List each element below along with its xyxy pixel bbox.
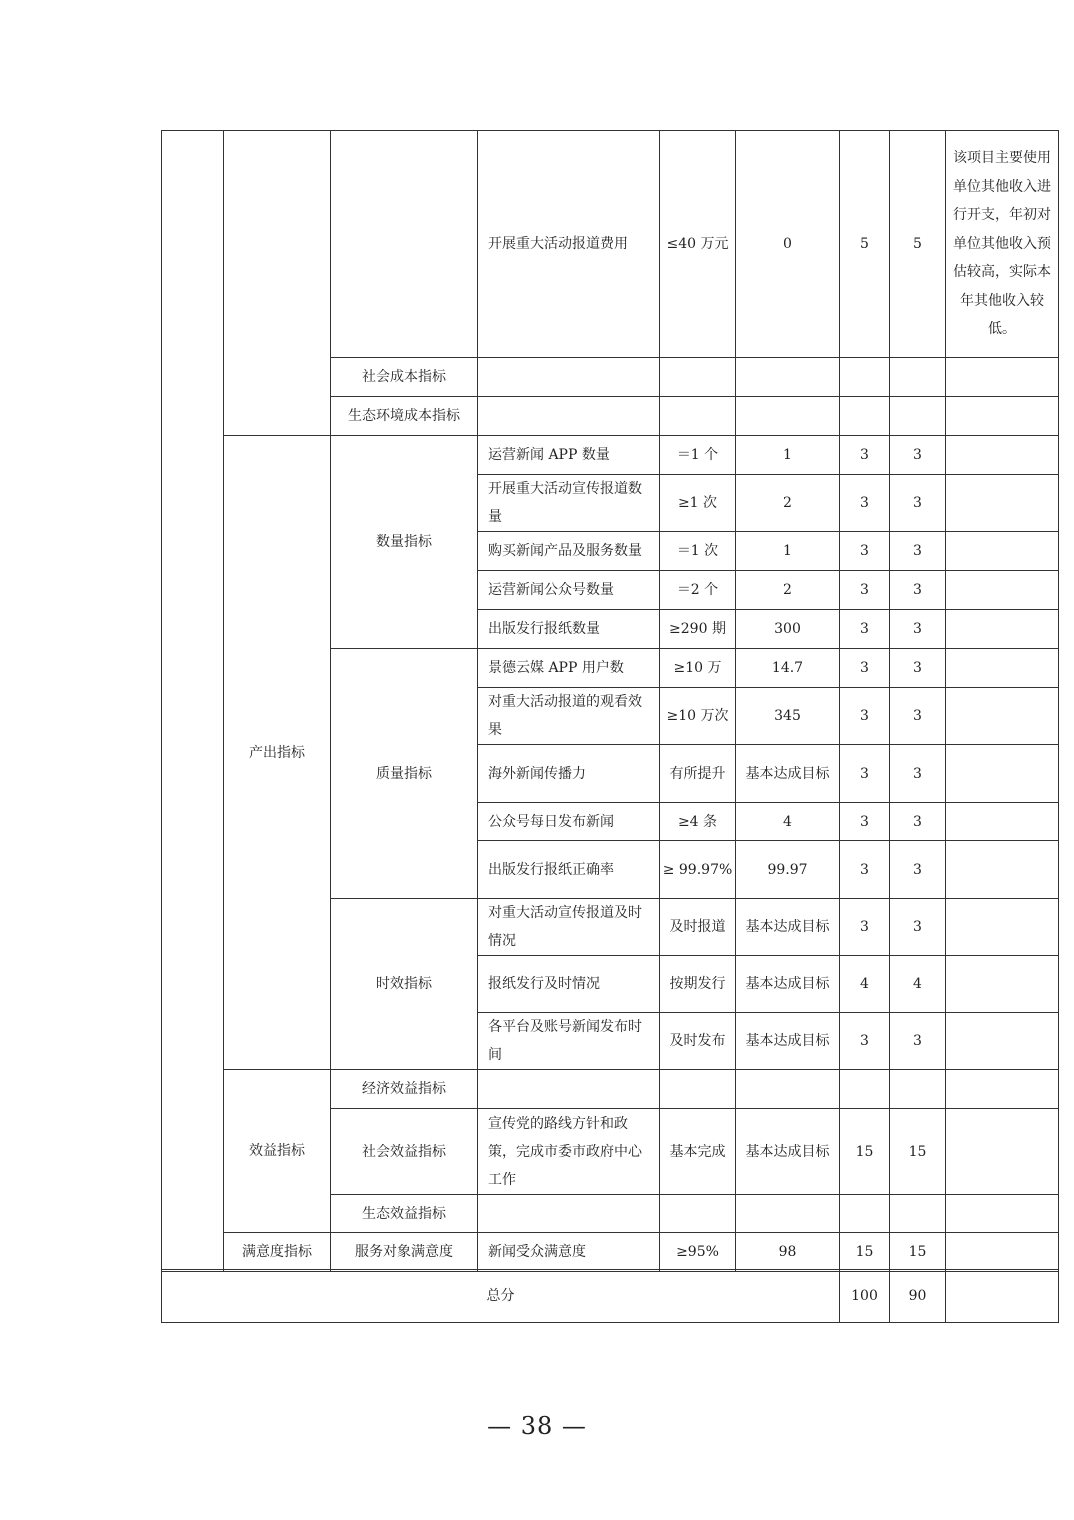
target-cell: ≥1 次 (660, 475, 736, 532)
indicator-cell: 运营新闻公众号数量 (478, 571, 660, 610)
total-weight: 100 (840, 1270, 890, 1323)
indicator-cell: 运营新闻 APP 数量 (478, 436, 660, 475)
actual-cell: 基本达成目标 (736, 899, 840, 956)
weight-cell: 4 (840, 956, 890, 1013)
econ-benefit-label: 经济效益指标 (331, 1070, 478, 1109)
score-cell: 15 (890, 1233, 946, 1272)
table-row (162, 131, 1059, 358)
score-cell: 3 (890, 1013, 946, 1070)
score-cell: 3 (890, 475, 946, 532)
target-cell: 及时报道 (660, 899, 736, 956)
table-row (162, 1233, 1059, 1272)
score-cell: 3 (890, 841, 946, 899)
target-cell: 按期发行 (660, 956, 736, 1013)
social-benefit-label: 社会效益指标 (331, 1109, 478, 1195)
indicator-cell: 新闻受众满意度 (478, 1233, 660, 1272)
total-score: 90 (890, 1270, 946, 1323)
actual-cell: 345 (736, 688, 840, 745)
weight-cell: 3 (840, 610, 890, 649)
indicator-cell: 开展重大活动报道费用 (478, 131, 660, 358)
service-satisfaction-label: 服务对象满意度 (331, 1233, 478, 1272)
target-cell: ＝1 个 (660, 436, 736, 475)
table-row (162, 1070, 1059, 1109)
output-indicator-label: 产出指标 (224, 436, 331, 1070)
score-cell: 3 (890, 436, 946, 475)
score-cell: 3 (890, 610, 946, 649)
weight-cell: 3 (840, 1013, 890, 1070)
weight-cell: 3 (840, 436, 890, 475)
page-number: — 38 — (487, 1412, 587, 1440)
actual-cell: 基本达成目标 (736, 745, 840, 803)
indicator-cell: 报纸发行及时情况 (478, 956, 660, 1013)
weight-cell: 3 (840, 532, 890, 571)
indicator-cell: 公众号每日发布新闻 (478, 803, 660, 841)
level1-blank-cell (162, 131, 224, 1272)
indicator-cell: 对重大活动报道的观看效果 (478, 688, 660, 745)
actual-cell: 2 (736, 475, 840, 532)
actual-cell: 1 (736, 436, 840, 475)
weight-cell: 5 (840, 131, 890, 358)
score-cell: 3 (890, 649, 946, 688)
indicator-cell: 出版发行报纸数量 (478, 610, 660, 649)
target-cell: ＝1 次 (660, 532, 736, 571)
satisfaction-indicator-label: 满意度指标 (224, 1233, 331, 1272)
target-cell: ≤40 万元 (660, 131, 736, 358)
weight-cell: 3 (840, 841, 890, 899)
weight-cell: 3 (840, 475, 890, 532)
weight-cell: 3 (840, 899, 890, 956)
weight-cell: 3 (840, 571, 890, 610)
timeliness-indicator-label: 时效指标 (331, 899, 478, 1070)
target-cell: ≥95% (660, 1233, 736, 1272)
total-table (161, 1269, 1059, 1323)
total-label: 总分 (162, 1270, 840, 1323)
target-cell: 及时发布 (660, 1013, 736, 1070)
score-cell: 3 (890, 803, 946, 841)
score-cell: 3 (890, 688, 946, 745)
weight-cell: 3 (840, 688, 890, 745)
eco-cost-label: 生态环境成本指标 (331, 397, 478, 436)
cost-category-blank-cell (224, 131, 331, 436)
weight-cell: 3 (840, 649, 890, 688)
target-cell: 有所提升 (660, 745, 736, 803)
actual-cell: 4 (736, 803, 840, 841)
actual-cell: 1 (736, 532, 840, 571)
performance-evaluation-table (161, 130, 1059, 1272)
score-cell: 3 (890, 532, 946, 571)
table-row (162, 436, 1059, 475)
total-note-blank (946, 1270, 1059, 1323)
target-cell: ≥4 条 (660, 803, 736, 841)
quality-indicator-label: 质量指标 (331, 649, 478, 899)
score-cell: 3 (890, 899, 946, 956)
target-cell: ≥10 万 (660, 649, 736, 688)
actual-cell: 2 (736, 571, 840, 610)
target-cell: ≥290 期 (660, 610, 736, 649)
target-cell: ＝2 个 (660, 571, 736, 610)
score-cell: 5 (890, 131, 946, 358)
indicator-cell: 宣传党的路线方针和政策，完成市委市政府中心工作 (478, 1109, 660, 1195)
actual-cell: 98 (736, 1233, 840, 1272)
score-cell: 15 (890, 1109, 946, 1195)
actual-cell: 14.7 (736, 649, 840, 688)
actual-cell: 300 (736, 610, 840, 649)
indicator-cell: 对重大活动宣传报道及时情况 (478, 899, 660, 956)
weight-cell: 15 (840, 1233, 890, 1272)
quantity-indicator-label: 数量指标 (331, 436, 478, 649)
eco-benefit-label: 生态效益指标 (331, 1195, 478, 1233)
actual-cell: 基本达成目标 (736, 956, 840, 1013)
total-row (162, 1270, 1059, 1323)
actual-cell: 基本达成目标 (736, 1013, 840, 1070)
weight-cell: 3 (840, 745, 890, 803)
score-cell: 3 (890, 571, 946, 610)
actual-cell: 99.97 (736, 841, 840, 899)
indicator-cell: 海外新闻传播力 (478, 745, 660, 803)
deviation-note-cell: 该项目主要使用单位其他收入进行开支，年初对单位其他收入预估较高，实际本年其他收入较低。 (946, 131, 1059, 358)
target-cell: ≥ 99.97% (660, 841, 736, 899)
indicator-cell: 出版发行报纸正确率 (478, 841, 660, 899)
indicator-cell: 开展重大活动宣传报道数量 (478, 475, 660, 532)
target-cell: ≥10 万次 (660, 688, 736, 745)
actual-cell: 基本达成目标 (736, 1109, 840, 1195)
target-cell: 基本完成 (660, 1109, 736, 1195)
indicator-cell: 各平台及账号新闻发布时间 (478, 1013, 660, 1070)
indicator-cell: 购买新闻产品及服务数量 (478, 532, 660, 571)
score-cell: 4 (890, 956, 946, 1013)
score-cell: 3 (890, 745, 946, 803)
benefit-indicator-label: 效益指标 (224, 1070, 331, 1233)
actual-cell: 0 (736, 131, 840, 358)
social-cost-label: 社会成本指标 (331, 358, 478, 397)
weight-cell: 3 (840, 803, 890, 841)
indicator-cell: 景德云媒 APP 用户数 (478, 649, 660, 688)
subcategory-blank-cell (331, 131, 478, 358)
weight-cell: 15 (840, 1109, 890, 1195)
